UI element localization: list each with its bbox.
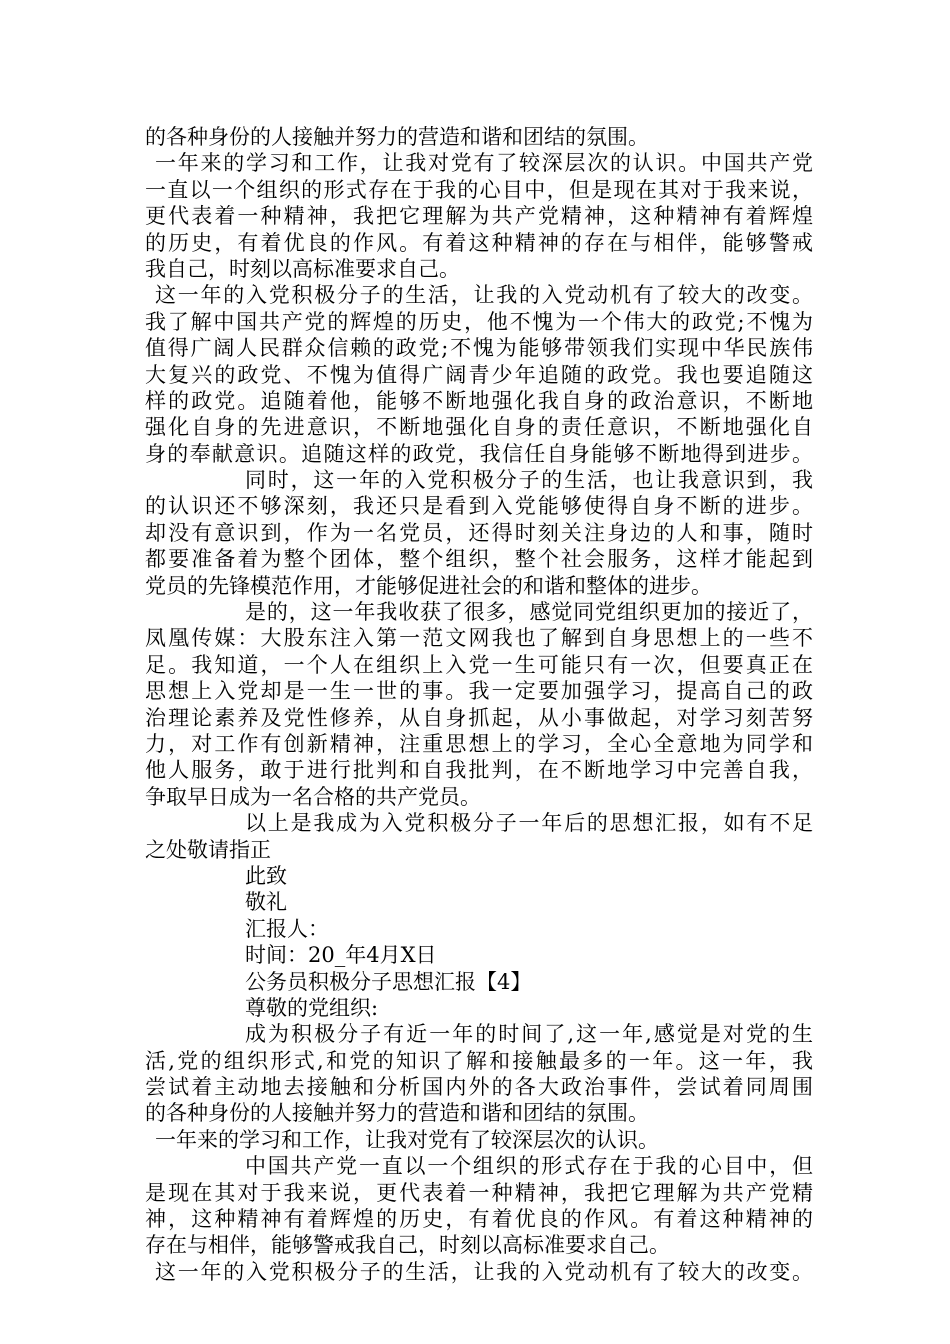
text-line: 一直以一个组织的形式存在于我的心目中，但是现在其对于我来说， [145, 177, 813, 202]
text-line: 这一年的入党积极分子的生活，让我的入党动机有了较大的改变。 [155, 1259, 813, 1284]
text-line: 汇报人： [245, 916, 329, 941]
text-line: 更代表着一种精神，我把它理解为共产党精神，这种精神有着辉煌 [145, 204, 813, 229]
text-line: 强化自身的先进意识，不断地强化自身的责任意识，不断地强化自 [145, 415, 813, 440]
text-line: 成为积极分子有近一年的时间了,这一年,感觉是对党的生 [245, 1022, 813, 1047]
text-line: 一年来的学习和工作，让我对党有了较深层次的认识。中国共产党 [155, 151, 813, 176]
text-line: 身的奉献意识。追随这样的政党，我信任自身能够不断地得到进步。 [145, 441, 813, 466]
text-line: 存在与相伴，能够警戒我自己，时刻以高标准要求自己。 [145, 1233, 670, 1258]
text-line: 这一年的入党积极分子的生活，让我的入党动机有了较大的改变。 [155, 283, 813, 308]
text-line: 我了解中国共产党的辉煌的历史，他不愧为一个伟大的政党;不愧为 [145, 309, 813, 334]
text-line: 都要准备着为整个团体，整个组织，整个社会服务，这样才能起到 [145, 547, 813, 572]
text-line: 他人服务，敢于进行批判和自我批判，在不断地学习中完善自我， [145, 758, 813, 783]
text-line: 公务员积极分子思想汇报【4】 [245, 969, 532, 994]
text-line: 时间：20_年4月X日 [245, 943, 437, 968]
text-line: 敬礼 [245, 890, 287, 915]
text-line: 以上是我成为入党积极分子一年后的思想汇报，如有不足 [245, 811, 813, 836]
text-line: 是现在其对于我来说，更代表着一种精神，我把它理解为共产党精 [145, 1180, 813, 1205]
text-line: 力，对工作有创新精神，注重思想上的学习，全心全意地为同学和 [145, 731, 813, 756]
text-line: 党员的先锋模范作用，才能够促进社会的和谐和整体的进步。 [145, 573, 712, 598]
text-line: 此致 [245, 863, 287, 888]
text-line: 思想上入党却是一生一世的事。我一定要加强学习，提高自己的政 [145, 679, 813, 704]
text-line: 活,党的组织形式,和党的知识了解和接触最多的一年。这一年，我 [145, 1048, 813, 1073]
text-line: 同时，这一年的入党积极分子的生活，也让我意识到，我 [245, 468, 813, 493]
text-line: 的各种身份的人接触并努力的营造和谐和团结的氛围。 [145, 1101, 649, 1126]
text-line: 我自己，时刻以高标准要求自己。 [145, 256, 460, 281]
text-line: 一年来的学习和工作，让我对党有了较深层次的认识。 [155, 1127, 659, 1152]
text-line: 大复兴的政党、不愧为值得广阔青少年追随的政党。我也要追随这 [145, 362, 813, 387]
text-line: 之处敬请指正 [145, 837, 271, 862]
text-line: 治理论素养及党性修养，从自身抓起，从小事做起，对学习刻苦努 [145, 705, 813, 730]
text-line: 的历史，有着优良的作风。有着这种精神的存在与相伴，能够警戒 [145, 230, 813, 255]
text-line: 足。我知道，一个人在组织上入党一生可能只有一次，但要真正在 [145, 652, 813, 677]
text-line: 尊敬的党组织: [245, 995, 379, 1020]
text-line: 凤凰传媒：大股东注入第一范文网我也了解到自身思想上的一些不 [145, 626, 813, 651]
text-line: 却没有意识到，作为一名党员，还得时刻关注身边的人和事，随时 [145, 520, 813, 545]
text-line: 的各种身份的人接触并努力的营造和谐和团结的氛围。 [145, 125, 649, 149]
text-line: 神，这种精神有着辉煌的历史，有着优良的作风。有着这种精神的 [145, 1207, 813, 1232]
text-line: 尝试着主动地去接触和分析国内外的各大政治事件，尝试着同周围 [145, 1075, 813, 1100]
text-line: 是的，这一年我收获了很多，感觉同党组织更加的接近了， [245, 600, 813, 625]
document-page [145, 124, 813, 1285]
text-line: 样的政党。追随着他，能够不断地强化我自身的政治意识，不断地 [145, 388, 813, 413]
text-line: 争取早日成为一名合格的共产党员。 [145, 784, 481, 809]
text-line: 值得广阔人民群众信赖的政党;不愧为能够带领我们实现中华民族伟 [145, 336, 813, 361]
text-line: 的认识还不够深刻，我还只是看到入党能够使得自身不断的进步。 [145, 494, 813, 519]
text-line: 中国共产党一直以一个组织的形式存在于我的心目中，但 [245, 1154, 813, 1179]
